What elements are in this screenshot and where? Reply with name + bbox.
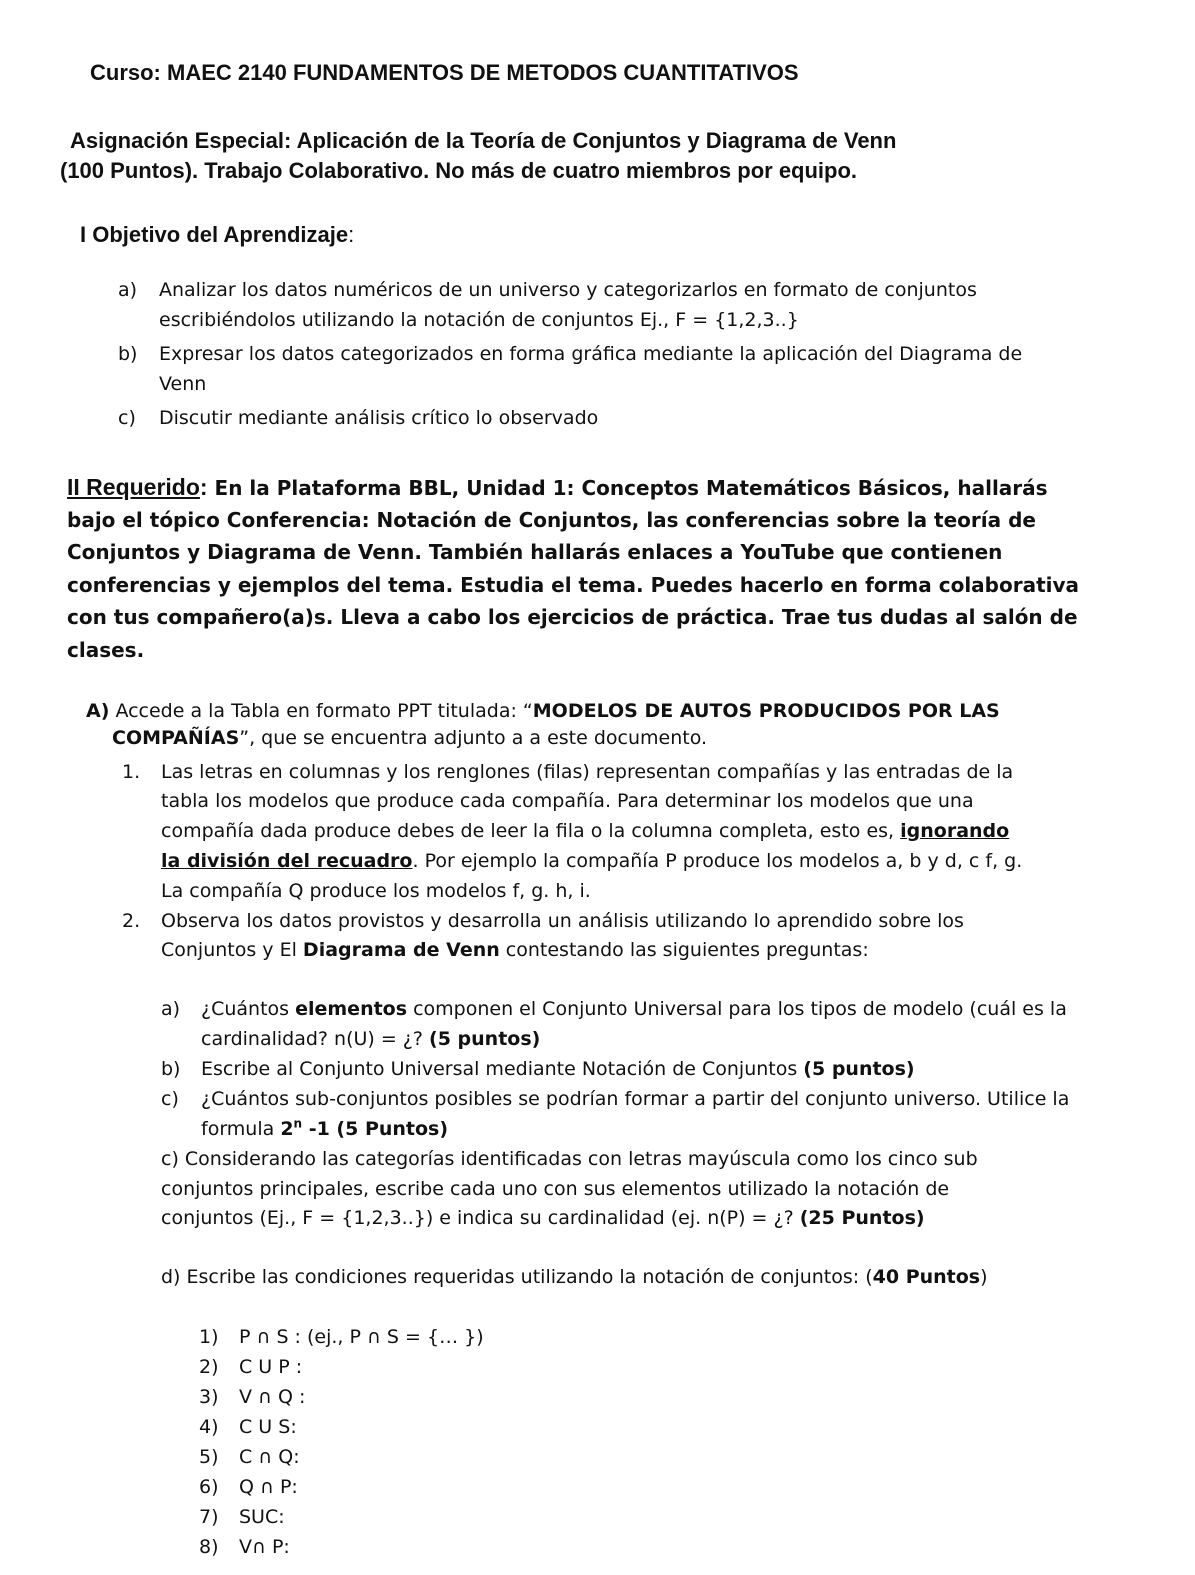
section2-line4: conferencias y ejemplos del tema. Estudia el tema. Puedes hacerlo en forma colaborativa [67, 573, 1080, 597]
objective-b-line1: Expresar los datos categorizados en forma gráfica mediante la aplicación del Diagrama de [159, 343, 1023, 365]
section1-colon: : [348, 222, 355, 247]
condition-label: 1) [199, 1326, 219, 1348]
objective-c-line1: Discutir mediante análisis crítico lo observado [159, 407, 599, 429]
condition-text: V ∩ Q : [239, 1386, 306, 1408]
condition-text: C U S: [239, 1416, 297, 1438]
condition-label: 2) [199, 1356, 219, 1378]
question-a-line2 [201, 1028, 540, 1050]
item2-line1: Observa los datos provistos y desarrolla un análisis utilizando lo aprendido sobre los [161, 910, 964, 932]
question-c2-line2: conjuntos principales, escribe cada uno con sus elementos utilizado la notación de [161, 1178, 950, 1200]
condition-label: 5) [199, 1446, 219, 1468]
question-c-line2 [201, 1118, 448, 1140]
objective-b-line2: Venn [159, 373, 207, 395]
question-c-formula-label: formula [201, 1118, 281, 1140]
item1-emphasis-start: ignorando [900, 820, 1010, 842]
section2-line6: clases. [67, 638, 145, 662]
item1-line3-text: compañía dada produce debes de leer la fila o la columna completa, esto es, [161, 820, 901, 842]
item2-line2-text: Conjuntos y El [161, 939, 303, 961]
condition-text: V∩ P: [239, 1536, 290, 1558]
partA-line2 [112, 727, 707, 749]
item1-line3 [161, 820, 1009, 842]
condition-label: 3) [199, 1386, 219, 1408]
formula-base: 2 [280, 1118, 294, 1140]
partA-line2-text: ”, que se encuentra adjunto a a este documento. [239, 727, 708, 749]
section2-line2: bajo el tópico Conferencia: Notación de Conjuntos, las conferencias sobre la teoría de [67, 508, 1036, 532]
formula-rest: -1 (5 Puntos) [302, 1118, 449, 1140]
item1-line1: Las letras en columnas y los renglones (filas) representan compañías y las entradas de la [161, 761, 1014, 783]
objective-c-label: c) [118, 407, 136, 429]
item1-line4 [161, 850, 1022, 872]
objective-a-line1: Analizar los datos numéricos de un universo y categorizarlos en formato de conjuntos [159, 279, 977, 301]
section2-title: II Requerido [67, 474, 200, 500]
question-b-label: b) [161, 1058, 181, 1080]
assignment-title-line1: Asignación Especial: Aplicación de la Teoría de Conjuntos y Diagrama de Venn [70, 128, 897, 153]
partA-label: A) [86, 700, 110, 722]
condition-label: 8) [199, 1536, 219, 1558]
condition-text: C U P : [239, 1356, 303, 1378]
question-a-line2-text: cardinalidad? n(U) = ¿? [201, 1028, 430, 1050]
question-b-points: (5 puntos) [803, 1058, 915, 1080]
partA-line1 [86, 700, 1000, 722]
section2-line1 [67, 474, 1048, 501]
section1-heading [80, 222, 354, 248]
item1-line2: tabla los modelos que produce cada compañía. Para determinar los modelos que una [161, 790, 974, 812]
partA-line1-text: Accede a la Tabla en formato PPT titulada: “ [115, 700, 533, 722]
question-d-line [161, 1266, 988, 1288]
objective-a-label: a) [118, 279, 138, 301]
item1-label: 1. [122, 761, 141, 783]
condition-text: P ∩ S : (ej., P ∩ S = {… }) [239, 1326, 484, 1348]
question-b-line1 [201, 1058, 915, 1080]
question-a-label: a) [161, 998, 181, 1020]
course-title: Curso: MAEC 2140 FUNDAMENTOS DE METODOS CUANTITATIVOS [90, 60, 799, 85]
question-a-post: componen el Conjunto Universal para los tipos de modelo (cuál es la [407, 998, 1067, 1020]
item2-label: 2. [122, 910, 141, 932]
section2-text-line1: En la Plataforma BBL, Unidad 1: Conceptos Matemáticos Básicos, hallarás [214, 476, 1048, 500]
question-c2-line3-text: conjuntos (Ej., F = {1,2,3..}) e indica su cardinalidad (ej. n(P) = ¿? [161, 1207, 800, 1229]
question-d-text: d) Escribe las condiciones requeridas utilizando la notación de conjuntos: ( [161, 1266, 873, 1288]
item2-venn-term: Diagrama de Venn [302, 939, 500, 961]
question-b-text: Escribe al Conjunto Universal mediante Notación de Conjuntos [201, 1058, 804, 1080]
condition-text: C ∩ Q: [239, 1446, 300, 1468]
question-a-line1 [201, 998, 1067, 1020]
question-c-formula [280, 1118, 448, 1140]
objective-b-label: b) [118, 343, 138, 365]
item2-line2 [161, 939, 869, 961]
question-c2-line1: c) Considerando las categorías identificadas con letras mayúscula como los cinco sub [161, 1148, 978, 1170]
section1-title: I Objetivo del Aprendizaje [80, 222, 349, 247]
question-c-line1: ¿Cuántos sub-conjuntos posibles se podrían formar a partir del conjunto universo. Utilice la [201, 1088, 1070, 1110]
question-a-bold: elementos [295, 998, 408, 1020]
partA-table-title: MODELOS DE AUTOS PRODUCIDOS POR LAS [532, 700, 1000, 722]
section2-line3: Conjuntos y Diagrama de Venn. También hallarás enlaces a YouTube que contienen [67, 540, 1003, 564]
condition-label: 6) [199, 1476, 219, 1498]
question-a-pre: ¿Cuántos [201, 998, 296, 1020]
condition-label: 4) [199, 1416, 219, 1438]
question-d-close: ) [980, 1266, 988, 1288]
item1-line4-text: . Por ejemplo la compañía P produce los modelos a, b y d, c f, g. [412, 850, 1023, 872]
question-c-label: c) [161, 1088, 179, 1110]
formula-exponent: n [293, 1116, 303, 1131]
item1-line5: La compañía Q produce los modelos f, g. h, i. [161, 880, 591, 902]
partA-table-title-end: COMPAÑÍAS [112, 727, 240, 749]
item1-emphasis-end: la división del recuadro [161, 850, 413, 872]
question-d-points: 40 Puntos [872, 1266, 981, 1288]
question-a-points: (5 puntos) [429, 1028, 541, 1050]
objective-a-line2: escribiéndolos utilizando la notación de conjuntos Ej., F = {1,2,3..} [159, 309, 799, 331]
condition-text: Q ∩ P: [239, 1476, 298, 1498]
section2-line5: con tus compañero(a)s. Lleva a cabo los ejercicios de práctica. Trae tus dudas al salón de [67, 605, 1078, 629]
section2-colon: : [199, 474, 208, 500]
question-c2-line3 [161, 1207, 925, 1229]
assignment-title-line2: (100 Puntos). Trabajo Colaborativo. No más de cuatro miembros por equipo. [60, 158, 858, 183]
question-c2-points: (25 Puntos) [799, 1207, 925, 1229]
condition-label: 7) [199, 1506, 219, 1528]
item2-line2-end: contestando las siguientes preguntas: [499, 939, 869, 961]
condition-text: SUC: [239, 1506, 285, 1528]
